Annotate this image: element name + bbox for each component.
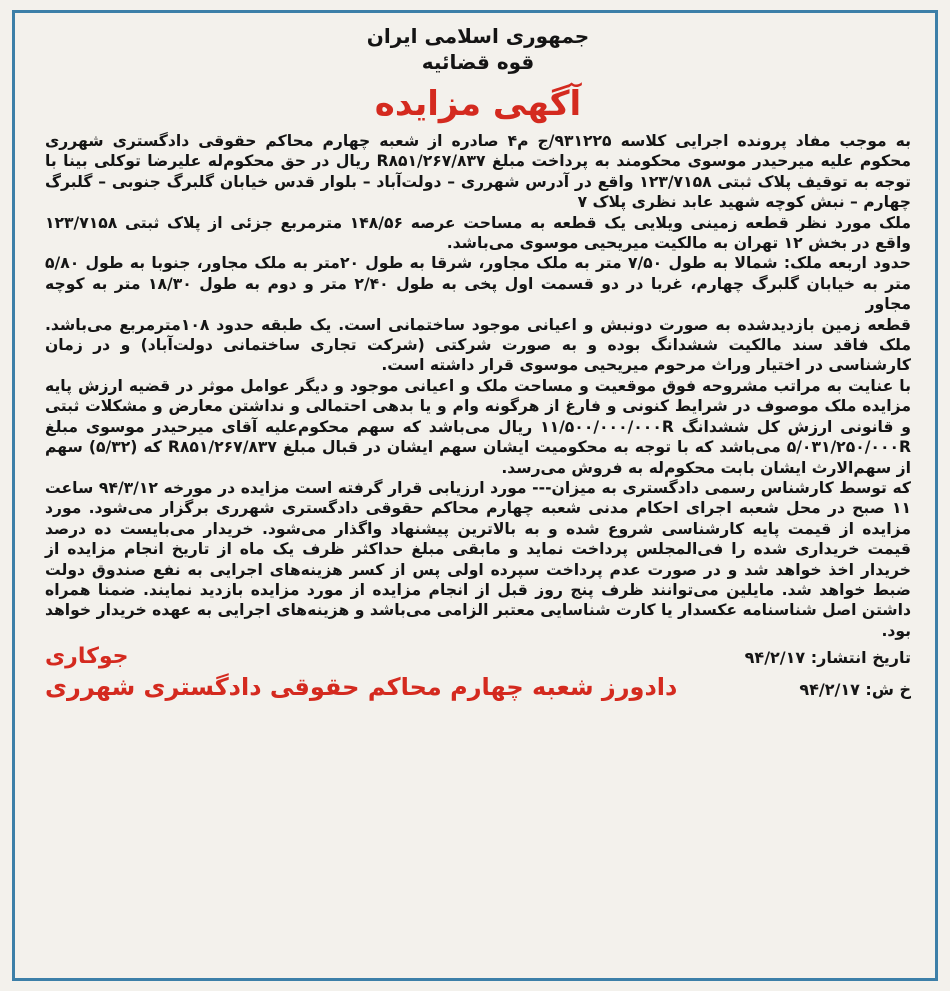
header-judiciary: قوه قضائیه — [421, 50, 535, 74]
reference-date: خ ش: ۹۴/۲/۱۷ — [799, 680, 911, 700]
notice-body — [45, 131, 911, 641]
paragraph-auction-terms: که توسط کارشناس رسمی دادگستری به میزان--- مورد ارزیابی قرار گرفته است مزایده در مورخه ۹۴/۳/۱۲ ساعت ۱۱ صبح در محل شعبه اجرای احکام مدنی شعبه چهارم محاکم حقوقی دادگستری شهرری برگزار می‌شود. مورد مزایده از قیمت پایه کارشناسی شروع شده و به بالاترین پیشنهاد واگذار می‌شود. خریدار می‌بایست ده درصد قیمت خریداری شده را فی‌المجلس پرداخت نماید و مابقی مبلغ حداکثر ظرف یک ماه از تاریخ انجام مزایده از خریدار اخذ خواهد شد و در صورت عدم پرداخت سپرده اولی پس از کسر هزینه‌های اجرایی به نفع صندوق دولت ضبط خواهد شد. مایلین می‌توانند ظرف پنج روز قبل از انجام مزایده از مورد مزایده بازدید نمایند. ضمنا همراه داشتن اصل شناسنامه عکسدار یا کارت شناسایی معتبر الزامی می‌باشد و هزینه‌های اجرایی به عهده خریدار خواهد بود. — [44, 478, 911, 640]
paragraph-case-intro: به موجب مفاد پرونده اجرایی کلاسه ۹۳۱۲۲۵/ج م۴ صادره از شعبه چهارم محاکم حقوقی دادگستری شهرری محکوم علیه میرحیدر موسوی محکومند به پرداخت مبلغ ۲۶۷/۸۳۷/R۸۵۱ ریال در حق محکوم‌له علیرضا توکلی بینا با توجه به توقیف پلاک ثبتی ۱۲۳/۷۱۵۸ واقع در آدرس شهرری – دولت‌آباد – بلوار قدس خیابان گلبرگ جنوبی – گلبرگ چهارم – نبش کوچه شهید عابد نظری پلاک ۷ — [45, 132, 911, 212]
paragraph-property-description: ملک مورد نظر قطعه زمینی ویلایی یک قطعه به مساحت عرصه ۱۴۸/۵۶ مترمربع جزئی از پلاک ثبتی ۱۲۳/۷۱۵۸ واقع در بخش ۱۲ تهران به مالکیت میریحیی موسوی می‌باشد. — [45, 213, 911, 253]
notice-header — [45, 23, 911, 75]
officer-name: جوکاری — [45, 644, 129, 670]
footer-row-publish — [45, 643, 911, 671]
notice-frame — [12, 10, 938, 981]
paragraph-valuation: با عنایت به مراتب مشروحه فوق موقعیت و مساحت ملک و اعیانی موجود و دیگر عوامل موثر در قضیه ارزش پایه مزایده ملک موصوف در شرایط کنونی و فارغ از هرگونه وام و یا بدهی احتمالی و نداشتن معارض و مشکلات ثبتی و قانونی ارزش کل ششدانگ ۱۱/۵۰۰/۰۰۰/۰۰۰R ریال می‌باشد که سهم محکوم‌علیه آقای میرحیدر موسوی مبلغ ۵/۰۳۱/۲۵۰/۰۰۰R می‌باشد که با توجه به محکومیت ایشان سهم ایشان در قبال مبلغ ۲۶۷/۸۳۷/R۸۵۱ که (۵/۳۲) سهم از سهم‌الارث ایشان بابت محکوم‌له به فروش می‌رسد. — [45, 376, 911, 477]
publish-date: تاریخ انتشار: ۹۴/۲/۱۷ — [744, 648, 911, 668]
footer-row-signer — [45, 671, 911, 703]
header-republic: جمهوری اسلامی ایران — [366, 24, 590, 48]
notice-footer — [45, 643, 911, 703]
notice-title: آگهی مزایده — [374, 84, 582, 124]
paragraph-building-status: قطعه زمین بازدیدشده به صورت دونبش و اعیانی موجود ساختمانی است. یک طبقه حدود ۱۰۸مترمربع می‌باشد. ملک فاقد سند مالکیت ششدانگ بوده و به صورت شرکتی (شرکت تجاری ساختمانی دولت‌آباد) و در زمان کارشناسی در اختیار وراث مرحوم میریحیی موسوی قرار داشته است. — [45, 315, 911, 375]
signer-title: دادورز شعبه چهارم محاکم حقوقی دادگستری شهرری — [45, 673, 678, 702]
paragraph-boundaries: حدود اربعه ملک: شمالا به طول ۷/۵۰ متر به ملک مجاور، شرقا به طول ۲۰متر به ملک مجاور، جنوبا به طول ۵/۸۰ متر به خیابان گلبرگ چهارم، غربا در دو قسمت اول پخی به طول ۲/۴۰ متر و دوم به طول ۱۸/۳۰ متر به کوچه مجاور — [45, 254, 912, 314]
